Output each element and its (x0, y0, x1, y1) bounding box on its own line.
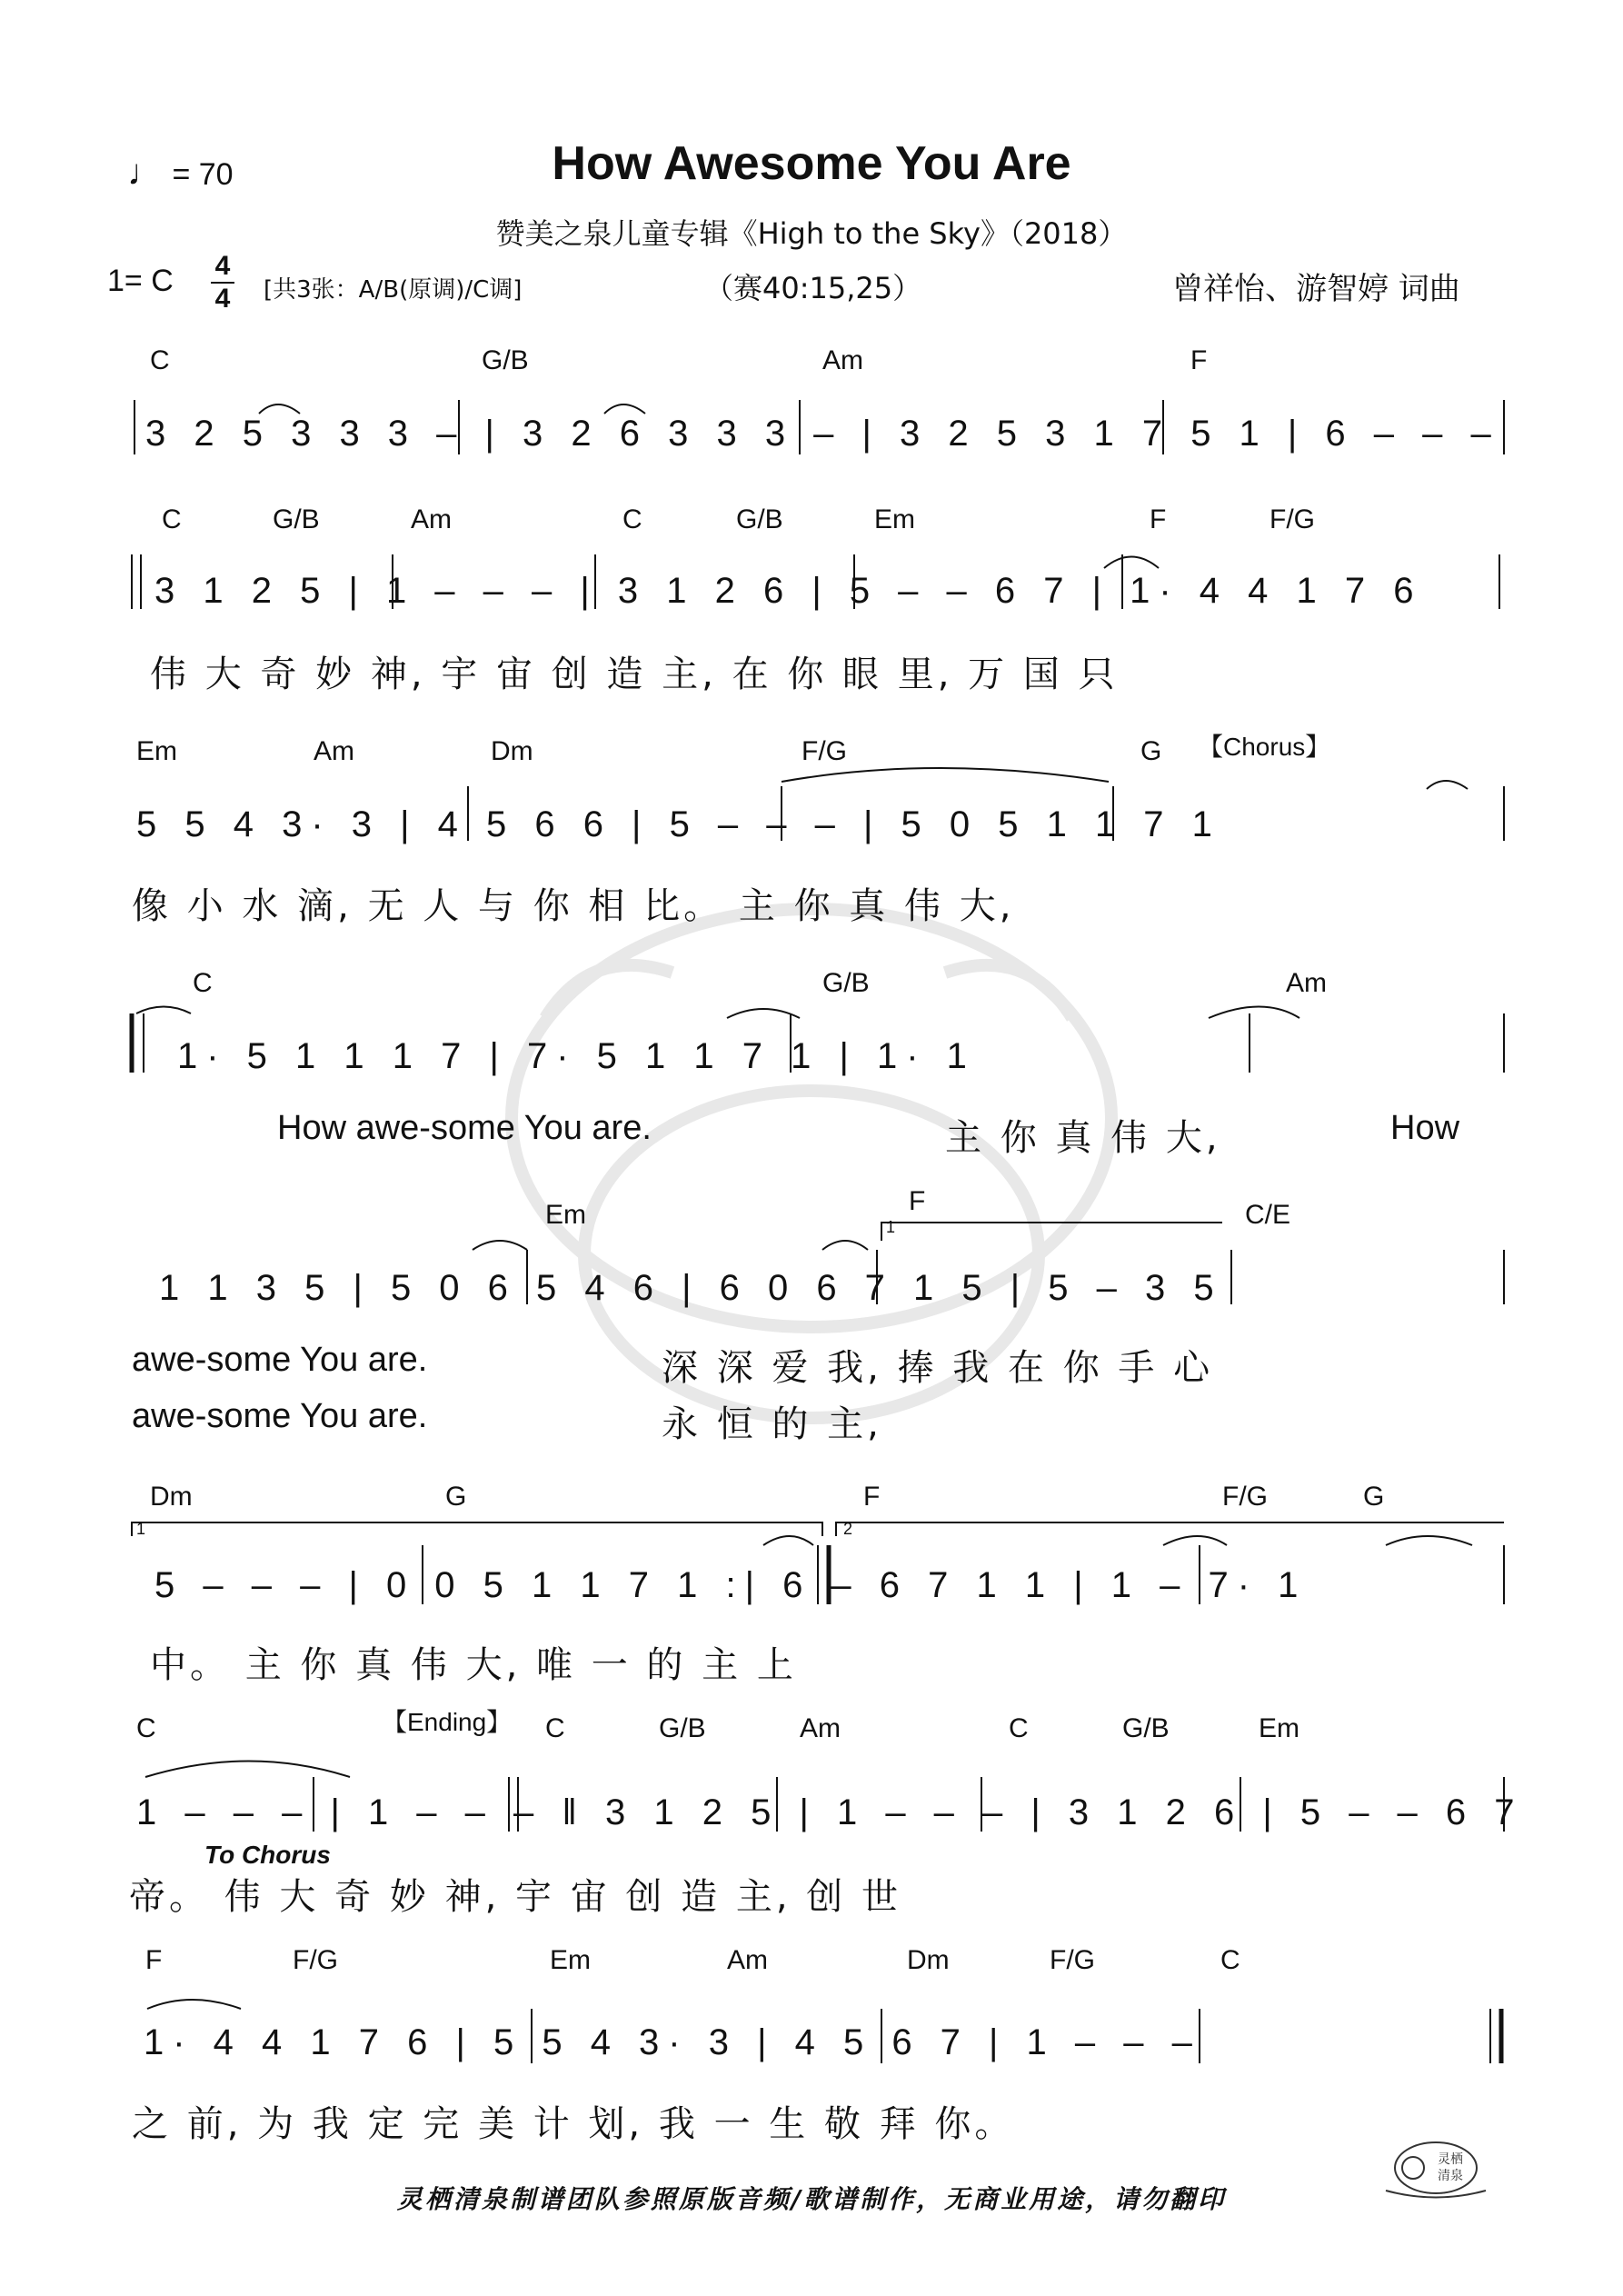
to-chorus-marking: To Chorus (204, 1841, 331, 1869)
chord-label: F/G (1222, 1482, 1268, 1512)
chord-label: F/G (293, 1945, 338, 1975)
chord-label: Dm (491, 736, 533, 766)
notation-row: 3 1 2 5 | 1 – – – | 3 1 2 6 | 5 – – 6 7 | 1· 4 4 1 7 6 (154, 571, 1423, 611)
chord-label: F (909, 1186, 926, 1216)
chord-label: F (1150, 504, 1167, 534)
lyrics-row: 伟 大 奇 妙 神, 宇 宙 创 造 主, 在 你 眼 里, 万 国 只 (150, 654, 1119, 695)
quarter-note-icon: ♩ (127, 153, 164, 193)
section-tag: 【Chorus】 (1198, 733, 1331, 761)
lyrics-english: awe-some You are. (132, 1397, 428, 1435)
chord-label: G/B (736, 504, 783, 534)
chord-label: Dm (907, 1945, 950, 1975)
chord-label: Am (800, 1713, 841, 1743)
chord-label: G (1363, 1482, 1385, 1512)
chord-label: F (863, 1482, 881, 1512)
key-signature: 1= C (107, 264, 174, 298)
notation-row: 5 – – – | 0 0 5 1 1 7 1 :| 6 – 6 7 1 1 | 1 – 7· 1 (154, 1565, 1308, 1605)
lyrics-row: 永 恒 的 主, (662, 1403, 882, 1445)
chord-label: C (136, 1713, 156, 1743)
chord-label: C (1220, 1945, 1240, 1975)
chord-label: Dm (150, 1482, 193, 1512)
section-tag: 【Ending】 (382, 1708, 513, 1736)
volta-number: 2 (843, 1520, 853, 1538)
chord-label: F (145, 1945, 163, 1975)
chord-label: Am (411, 504, 452, 534)
time-signature-top: 4 (214, 251, 231, 281)
chord-label: C (1009, 1713, 1029, 1743)
chord-label: F/G (802, 736, 847, 766)
chord-label: Am (822, 345, 863, 375)
volta-number: 1 (136, 1520, 146, 1538)
composer: 曾祥怡、游智婷 词曲 (1172, 271, 1460, 307)
svg-text:清泉: 清泉 (1438, 2169, 1463, 2183)
lyrics-row: 帝。 伟 大 奇 妙 神, 宇 宙 创 造 主, 创 世 (129, 1876, 902, 1918)
time-signature-bottom: 4 (214, 284, 231, 314)
volta-number: 1 (886, 1218, 896, 1236)
sheep-logo-icon (1381, 2127, 1490, 2200)
lyrics-row: 深 深 爱 我, 捧 我 在 你 手 心 (662, 1347, 1214, 1389)
chord-label: Em (136, 736, 177, 766)
lyrics-row: 主 你 真 伟 大, (945, 1117, 1221, 1159)
lyrics-row: 之 前, 为 我 定 完 美 计 划, 我 一 生 敬 拜 你。 (132, 2103, 1015, 2145)
lyrics-row: 像 小 水 滴, 无 人 与 你 相 比。 主 你 真 伟 大, (132, 885, 1015, 927)
chord-label: C (545, 1713, 565, 1743)
notation-row: 1 – – – | 1 – – – ‖ 3 1 2 5 | 1 – – – | 3 1 2 6 | 5 – – 6 7 (136, 1792, 1524, 1832)
lyrics-row: 中。 主 你 真 伟 大, 唯 一 的 主 上 (150, 1644, 797, 1686)
lyrics-english: awe-some You are. (132, 1341, 428, 1379)
chord-label: G (1140, 736, 1162, 766)
notation-row: 1 1 3 5 | 5 0 6 5 4 6 | 6 0 6 7 1 5 | 5 – 3 5 (159, 1268, 1223, 1308)
chord-label: G (445, 1482, 467, 1512)
album-subtitle: 赞美之泉儿童专辑《High to the Sky》（2018） (495, 216, 1128, 251)
chord-label: C (162, 504, 182, 534)
logo (1381, 2127, 1490, 2200)
chord-label: Am (1286, 968, 1327, 998)
lyrics-english: How awe-some You are. (277, 1109, 652, 1147)
tempo-value: = 70 (172, 157, 234, 192)
chord-label: F (1190, 345, 1208, 375)
notation-row: 1· 5 1 1 1 7 | 7· 5 1 1 7 1 | 1· 1 (177, 1036, 976, 1076)
chord-label: C (193, 968, 213, 998)
chord-label: Em (545, 1200, 586, 1230)
svg-text:灵栖: 灵栖 (1438, 2152, 1463, 2167)
song-title: How Awesome You Are (552, 137, 1071, 190)
chord-label: C (150, 345, 170, 375)
chord-label: F/G (1270, 504, 1315, 534)
notation-row: 5 5 4 3· 3 | 4 5 6 6 | 5 – – – | 5 0 5 1 1 7 1 (136, 804, 1221, 844)
chord-label: G/B (1122, 1713, 1170, 1743)
chord-label: G/B (659, 1713, 706, 1743)
chord-label: Em (550, 1945, 591, 1975)
key-note: [共3张：A/B(原调)/C调] (264, 276, 523, 304)
chord-label: C (622, 504, 642, 534)
chord-label: Am (314, 736, 354, 766)
bar-reference: （赛40:15,25） (704, 271, 922, 305)
chord-label: G/B (273, 504, 320, 534)
chord-label: G/B (482, 345, 529, 375)
chord-label: Em (1259, 1713, 1299, 1743)
notation-row: 1· 4 4 1 7 6 | 5 5 4 3· 3 | 4 5 6 7 | 1 – – – (144, 2022, 1201, 2062)
lyrics-english: How (1390, 1109, 1460, 1147)
chord-label: G/B (822, 968, 870, 998)
chord-label: Em (874, 504, 915, 534)
notation-row: 3 2 5 3 3 3 – | 3 2 6 3 3 3 – | 3 2 5 3 1 7 5 1 | 6 – – – (145, 414, 1500, 454)
chord-label: F/G (1050, 1945, 1095, 1975)
chord-label: Am (727, 1945, 768, 1975)
chord-label: C/E (1245, 1200, 1291, 1230)
footer-note: 灵栖清泉制谱团队参照原版音频/歌谱制作，无商业用途，请勿翻印 (396, 2184, 1227, 2214)
